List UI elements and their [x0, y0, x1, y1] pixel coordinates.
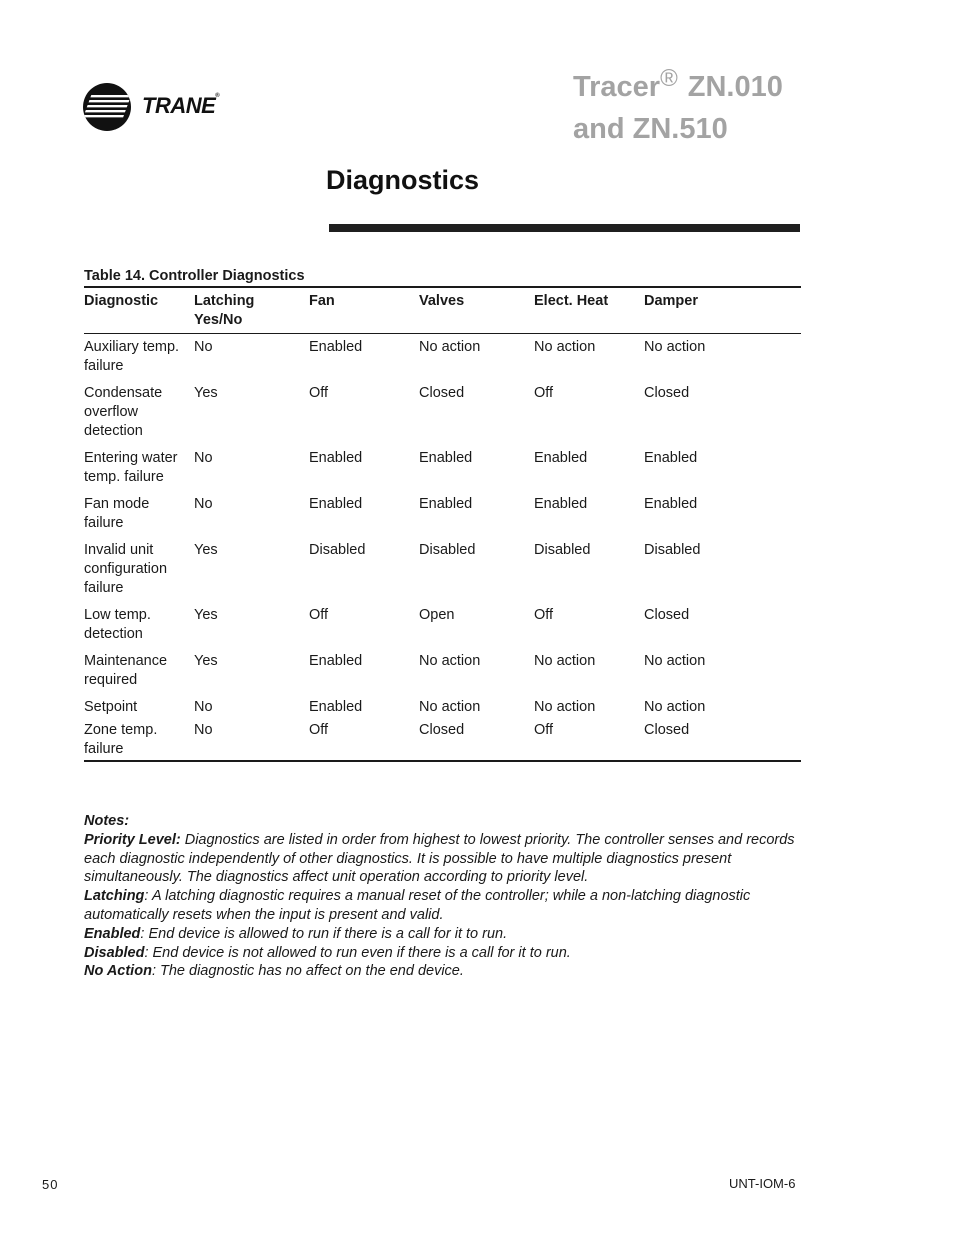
note-term: Enabled [84, 925, 141, 942]
table-cell: No action [534, 653, 596, 669]
table-cell: Enabled [309, 496, 363, 512]
table-cell: No action [419, 339, 481, 355]
note-item [84, 831, 804, 887]
note-term: Priority Level: [84, 831, 181, 848]
section-title: Diagnostics [326, 165, 480, 195]
table-cell: Enabled [419, 496, 473, 512]
table-cell: Closed [644, 722, 690, 738]
page-number: 50 [42, 1177, 59, 1192]
table-cell: No [194, 722, 213, 738]
product-title-line-1: Tracer® ZN.010 [573, 65, 783, 103]
table-row [84, 449, 801, 495]
table-cell: Yes [194, 607, 218, 623]
trane-wordmark: TRANE® [142, 93, 220, 118]
table-cell: Off [309, 385, 329, 401]
notes-section [84, 812, 804, 981]
header-fan: Fan [309, 293, 335, 309]
table-row [84, 721, 801, 761]
table-cell: Yes [194, 542, 218, 558]
table-cell: Yes [194, 385, 218, 401]
note-item [84, 944, 804, 963]
table-row [84, 384, 801, 449]
table-row [84, 698, 801, 721]
table-cell: Setpoint [84, 699, 138, 715]
table-cell: Entering water temp. failure [84, 450, 178, 485]
note-text: : End device is not allowed to run even if there is a call for it to run. [144, 944, 571, 961]
note-text: : End device is allowed to run if there is a call for it to run. [140, 925, 508, 942]
header-valves: Valves [419, 293, 465, 309]
table-cell: Off [534, 385, 554, 401]
table-cell: No action [419, 653, 481, 669]
table-cell: No action [534, 699, 596, 715]
table-cell: No [194, 339, 213, 355]
table-cell: No action [534, 339, 596, 355]
table-cell: Enabled [534, 496, 588, 512]
note-text: Diagnostics are listed in order from highest to lowest priority. The controller senses and records each diagnostic independently of other diagnostics. It is possible to have multiple diagnostics present simultaneously. The diagnostics affect unit operation according to priority level. [84, 831, 795, 886]
table-cell: Closed [419, 385, 465, 401]
table-cell: Closed [644, 607, 690, 623]
table-cell: No action [644, 339, 706, 355]
note-text: : A latching diagnostic requires a manual reset of the controller; while a non-latching diagnostic automatically resets when the input is present and valid. [84, 888, 751, 923]
note-item [84, 925, 804, 944]
table-cell: Enabled [419, 450, 473, 466]
header-elect-heat: Elect. Heat [534, 293, 609, 309]
table-row [84, 541, 801, 606]
table-cell: No action [419, 699, 481, 715]
trane-logo [82, 82, 232, 134]
table-cell: Off [534, 722, 554, 738]
table-row [84, 652, 801, 698]
table-cell: Fan mode failure [84, 496, 150, 531]
table-header-row [84, 287, 801, 334]
table-cell: Zone temp. failure [84, 722, 158, 757]
table-cell: Enabled [309, 653, 363, 669]
table-cell: Off [534, 607, 554, 623]
table-row [84, 495, 801, 541]
note-term: Latching [84, 888, 145, 905]
table-cell: Disabled [534, 542, 591, 558]
table-cell: Enabled [309, 699, 363, 715]
table-cell: No [194, 699, 213, 715]
controller-diagnostics-table [84, 286, 801, 762]
section-divider-bar [329, 224, 800, 232]
table-cell: Condensate overflow detection [84, 385, 163, 439]
table-cell: Enabled [644, 496, 698, 512]
table-cell: Enabled [309, 339, 363, 355]
table-cell: Disabled [309, 542, 366, 558]
note-item [84, 962, 804, 981]
table-cell: Enabled [644, 450, 698, 466]
notes-heading: Notes: [84, 813, 130, 829]
table-row [84, 606, 801, 652]
header-damper: Damper [644, 293, 698, 309]
trane-logo-mark-icon [82, 82, 132, 132]
table-cell: Open [419, 607, 455, 623]
table-cell: Disabled [419, 542, 476, 558]
table-cell: No action [644, 699, 706, 715]
table-cell: No [194, 496, 213, 512]
table-cell: Invalid unit configuration failure [84, 542, 168, 596]
table-cell: Low temp. detection [84, 607, 151, 642]
table-cell: Enabled [309, 450, 363, 466]
table-caption: Table 14. Controller Diagnostics [84, 268, 305, 284]
table-cell: Off [309, 607, 329, 623]
header-latching: Latching Yes/No [194, 293, 255, 328]
table-cell: No [194, 450, 213, 466]
header-diagnostic: Diagnostic [84, 293, 159, 309]
table-cell: Off [309, 722, 329, 738]
table-cell: Yes [194, 653, 218, 669]
note-text: : The diagnostic has no affect on the end device. [151, 963, 464, 980]
note-term: Disabled [84, 944, 145, 961]
product-title-line-2: and ZN.510 [573, 113, 728, 145]
product-title [573, 66, 873, 150]
table-cell: Maintenance required [84, 653, 168, 688]
note-item [84, 887, 804, 925]
table-cell: Disabled [644, 542, 701, 558]
table-cell: Auxiliary temp. failure [84, 339, 180, 374]
table-cell: Enabled [534, 450, 588, 466]
table-cell: Closed [419, 722, 465, 738]
table-row [84, 334, 801, 385]
note-term: No Action [84, 963, 152, 980]
document-id: UNT-IOM-6 [729, 1176, 796, 1191]
table-cell: Closed [644, 385, 690, 401]
table-cell: No action [644, 653, 706, 669]
